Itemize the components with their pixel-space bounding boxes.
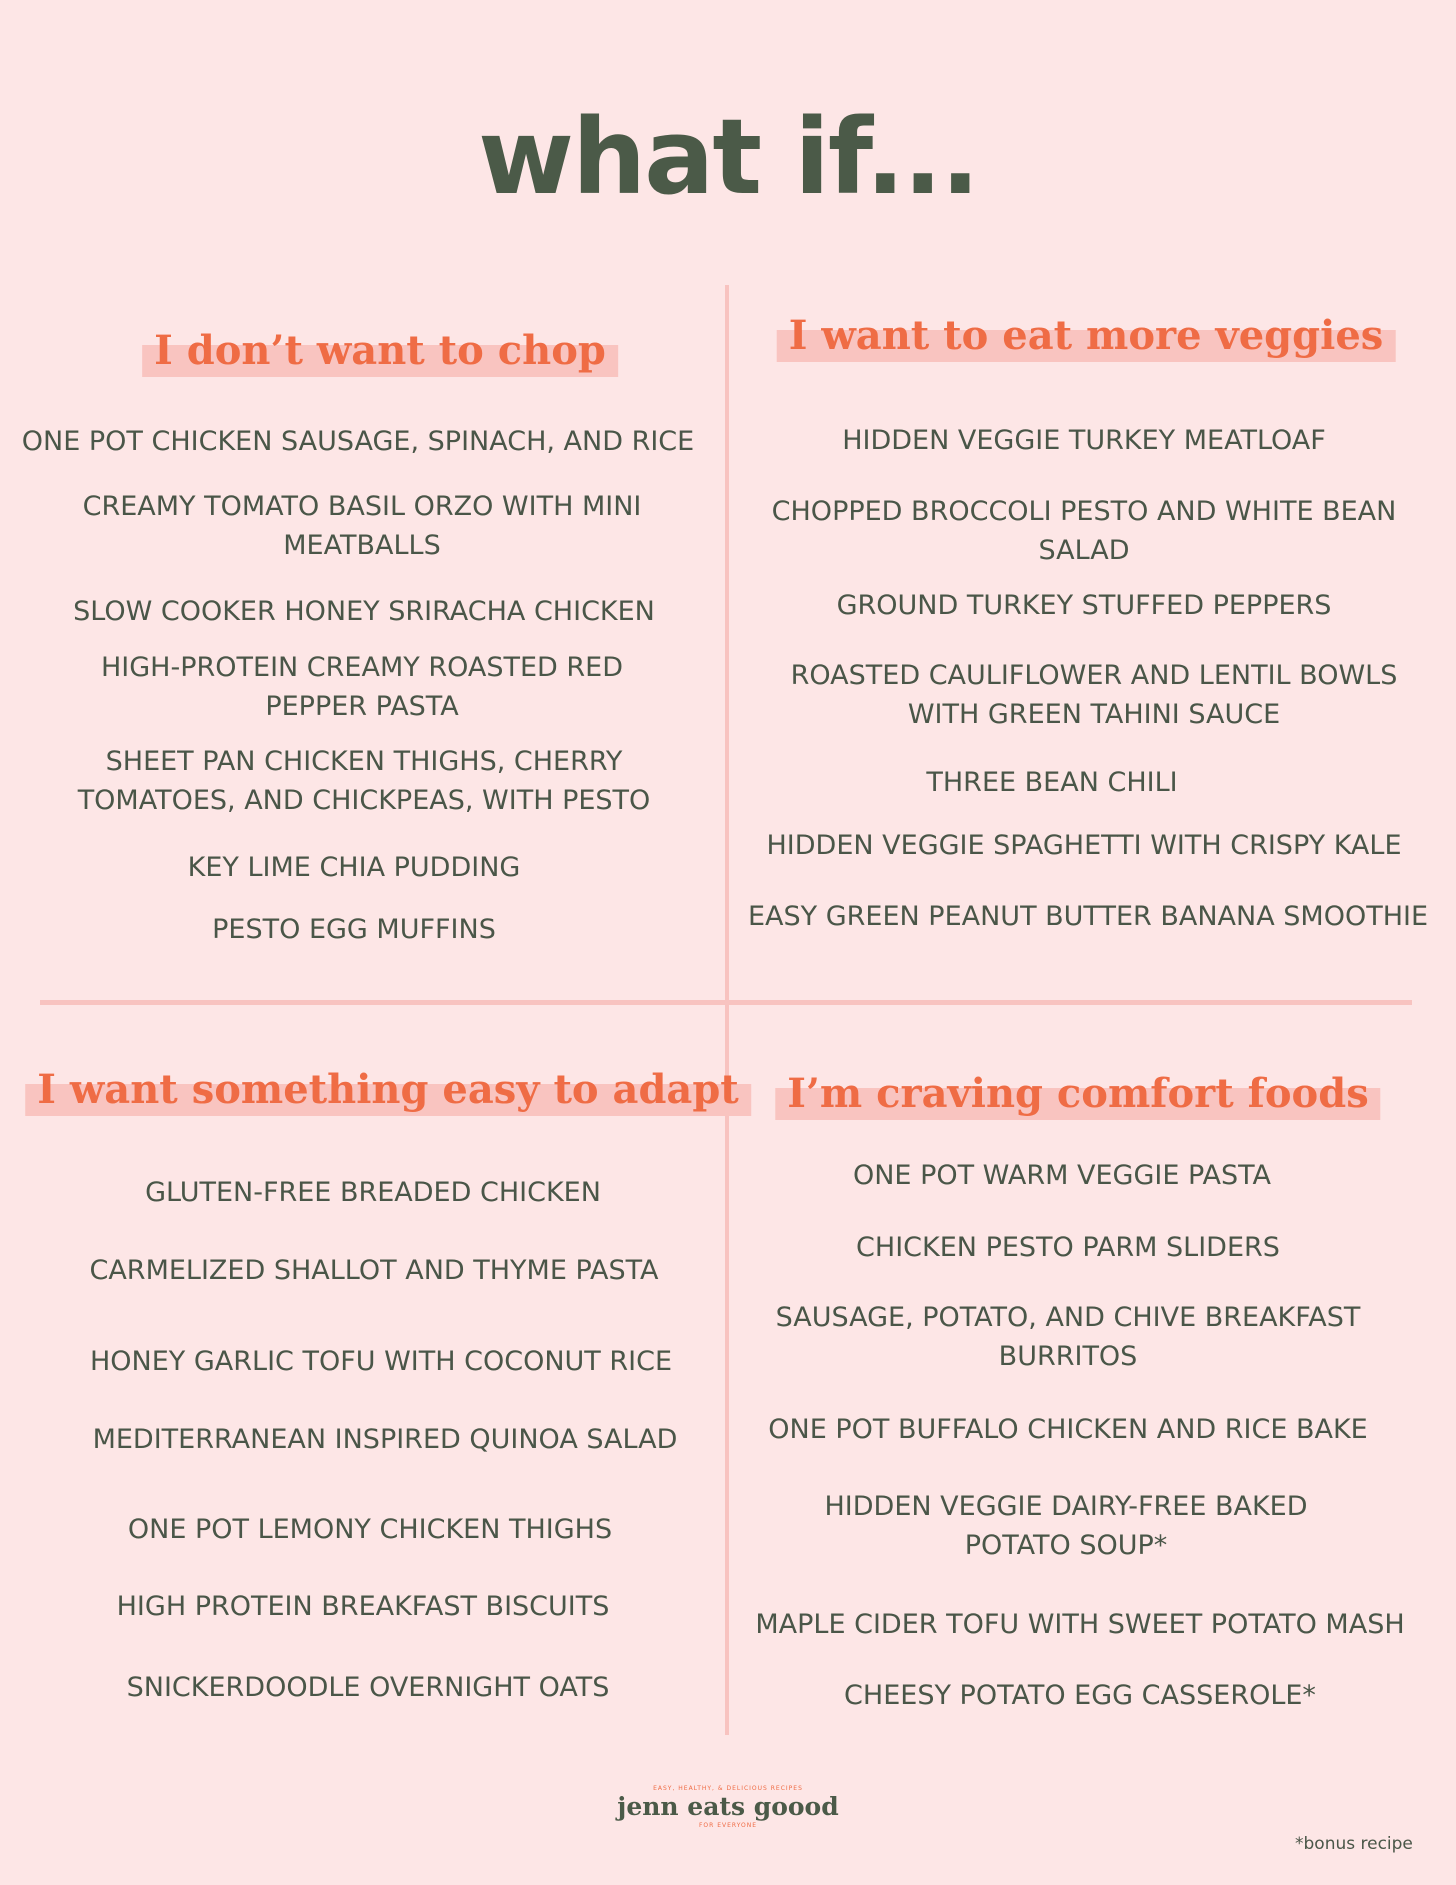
list-item[interactable]: HIDDEN VEGGIE SPAGHETTI WITH CRISPY KALE — [766, 830, 1402, 861]
list-item[interactable]: MAPLE CIDER TOFU WITH SWEET POTATO MASH — [755, 1609, 1405, 1640]
bonus-footnote: *bonus recipe — [1295, 1834, 1413, 1854]
list-item[interactable]: EASY GREEN PEANUT BUTTER BANANA SMOOTHIE — [747, 901, 1429, 932]
list-item[interactable]: ONE POT CHICKEN SAUSAGE, SPINACH, AND RICE — [21, 426, 695, 457]
list-item[interactable]: CHOPPED BROCCOLI PESTO AND WHITE BEAN SALAD — [771, 496, 1397, 566]
list-item[interactable]: CHEESY POTATO EGG CASSEROLE* — [844, 1680, 1316, 1711]
list-item[interactable]: SLOW COOKER HONEY SRIRACHA CHICKEN — [73, 596, 655, 627]
logo-tagline: EASY, HEALTHY, & DELICIOUS RECIPES — [653, 1785, 803, 1792]
list-item[interactable]: HIDDEN VEGGIE DAIRY-FREE BAKED POTATO SOUP* — [824, 1491, 1308, 1561]
list-item[interactable]: ROASTED CAULIFLOWER AND LENTIL BOWLS WITH GREEN TAHINI SAUCE — [790, 660, 1398, 730]
horizontal-divider — [40, 1000, 1412, 1005]
list-item[interactable]: SNICKERDOODLE OVERNIGHT OATS — [126, 1672, 610, 1703]
list-item[interactable]: CHICKEN PESTO PARM SLIDERS — [856, 1232, 1280, 1263]
list-item[interactable]: ONE POT LEMONY CHICKEN THIGHS — [127, 1514, 613, 1545]
list-item[interactable]: HIGH-PROTEIN CREAMY ROASTED RED PEPPER PASTA — [100, 652, 624, 722]
list-item[interactable]: GLUTEN-FREE BREADED CHICKEN — [145, 1177, 601, 1208]
brand-logo[interactable] — [598, 1785, 858, 1829]
list-item[interactable]: SAUSAGE, POTATO, AND CHIVE BREAKFAST BURRITOS — [775, 1302, 1361, 1372]
list-item[interactable]: CREAMY TOMATO BASIL ORZO WITH MINI MEATBALLS — [82, 491, 642, 561]
list-item[interactable]: HIDDEN VEGGIE TURKEY MEATLOAF — [842, 425, 1326, 456]
logo-subtitle: FOR EVERYONE — [698, 1822, 758, 1829]
list-item[interactable]: ONE POT BUFFALO CHICKEN AND RICE BAKE — [768, 1414, 1368, 1445]
list-item[interactable]: HIGH PROTEIN BREAKFAST BISCUITS — [116, 1591, 610, 1622]
vertical-divider — [725, 285, 729, 1735]
quadrant-heading-more-veggies: I want to eat more veggies — [777, 312, 1396, 360]
page-title: what if... — [478, 96, 978, 218]
list-item[interactable]: MEDITERRANEAN INSPIRED QUINOA SALAD — [92, 1424, 678, 1455]
list-item[interactable]: THREE BEAN CHILI — [926, 767, 1178, 798]
list-item[interactable]: ONE POT WARM VEGGIE PASTA — [852, 1160, 1272, 1191]
list-item[interactable]: SHEET PAN CHICKEN THIGHS, CHERRY TOMATOES, AND CHICKPEAS, WITH PESTO — [77, 746, 651, 816]
quadrant-heading-easy-adapt: I want something easy to adapt — [25, 1066, 751, 1114]
list-item[interactable]: HONEY GARLIC TOFU WITH COCONUT RICE — [89, 1346, 673, 1377]
list-item[interactable]: PESTO EGG MUFFINS — [212, 914, 496, 945]
quadrant-heading-no-chop: I don’t want to chop — [142, 327, 618, 375]
list-item[interactable]: KEY LIME CHIA PUDDING — [187, 852, 521, 883]
logo-name: jenn eats goood — [617, 1792, 839, 1821]
list-item[interactable]: GROUND TURKEY STUFFED PEPPERS — [836, 590, 1332, 621]
list-item[interactable]: CARMELIZED SHALLOT AND THYME PASTA — [89, 1255, 659, 1286]
quadrant-heading-comfort-foods: I’m craving comfort foods — [775, 1070, 1380, 1118]
